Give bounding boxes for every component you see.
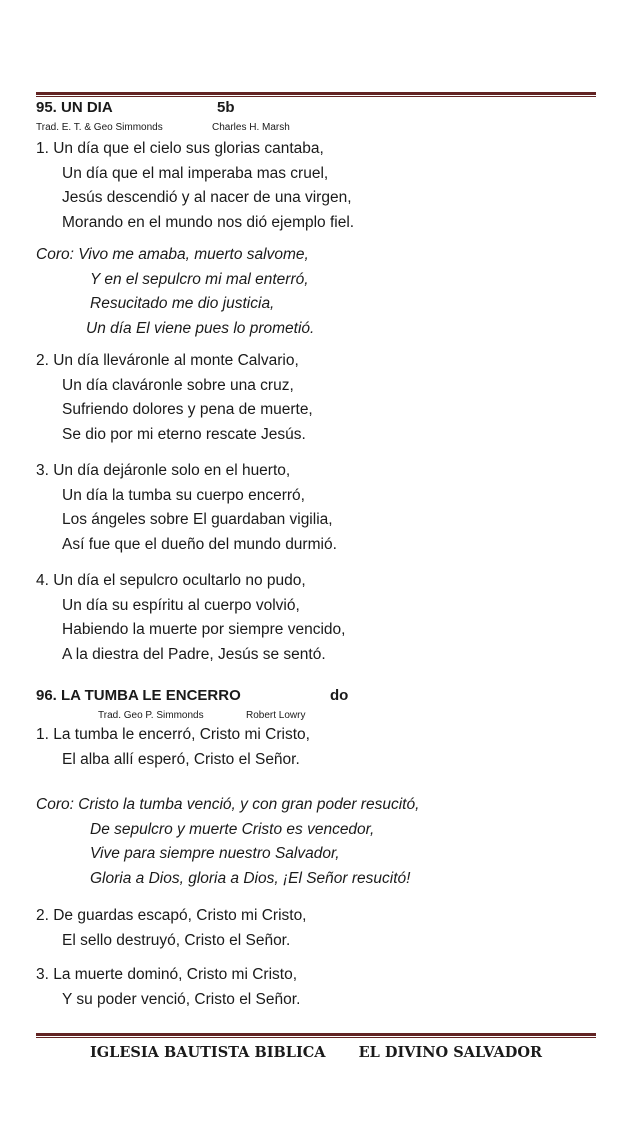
hymn-95-verse-1 xyxy=(36,137,354,235)
verse-line: Un día la tumba su cuerpo encerró, xyxy=(62,486,305,504)
footer-name: EL DIVINO SALVADOR xyxy=(358,1044,543,1061)
chorus-line: Y en el sepulcro mi mal enterró, xyxy=(90,270,309,288)
hymn-96-translator: Trad. Geo P. Simmonds xyxy=(98,710,204,721)
hymn-95-translator: Trad. E. T. & Geo Simmonds xyxy=(36,122,163,133)
hymn-95-composer: Charles H. Marsh xyxy=(212,122,290,133)
chorus-line: Un día El viene pues lo prometió. xyxy=(86,319,315,337)
hymn-95-title: 95. UN DIA xyxy=(36,99,113,116)
footer-church: IGLESIA BAUTISTA BIBLICA xyxy=(90,1044,326,1061)
verse-line: 3. Un día dejáronle solo en el huerto, xyxy=(36,462,291,479)
verse-line: Se dio por mi eterno rescate Jesús. xyxy=(62,425,306,443)
hymn-95-chorus xyxy=(36,243,314,341)
verse-line: 4. Un día el sepulcro ocultarlo no pudo, xyxy=(36,572,306,589)
chorus-line: Coro: Vivo me amaba, muerto salvome, xyxy=(36,246,309,263)
verse-line: Los ángeles sobre El guardaban vigilia, xyxy=(62,511,333,528)
verse-line: Un día su espíritu al cuerpo volvió, xyxy=(62,596,300,614)
hymn-95-verse-2 xyxy=(36,349,313,447)
verse-line: Un día que el mal imperaba mas cruel, xyxy=(62,164,329,182)
chorus-line: Gloria a Dios, gloria a Dios, ¡El Señor resucitó! xyxy=(90,869,411,887)
verse-line: Habiendo la muerte por siempre vencido, xyxy=(62,621,346,638)
hymn-96-composer: Robert Lowry xyxy=(246,710,306,721)
hymn-96-chorus xyxy=(36,793,419,891)
hymn-96-key: do xyxy=(330,687,349,704)
verse-line: 1. La tumba le encerró, Cristo mi Cristo, xyxy=(36,726,310,743)
verse-line: A la diestra del Padre, Jesús se sentó. xyxy=(62,645,326,663)
hymn-95-verse-3 xyxy=(36,459,337,557)
chorus-line: De sepulcro y muerte Cristo es vencedor, xyxy=(90,820,375,838)
footer-rule xyxy=(36,1033,596,1038)
verse-line: Jesús descendió y al nacer de una virgen, xyxy=(62,189,352,206)
chorus-line: Vive para siempre nuestro Salvador, xyxy=(90,845,340,862)
hymn-96-title: 96. LA TUMBA LE ENCERRO xyxy=(36,687,241,704)
hymn-96-verse-2 xyxy=(36,904,307,953)
hymn-95-key: 5b xyxy=(217,99,235,116)
verse-line: Así fue que el dueño del mundo durmió. xyxy=(62,535,337,553)
verse-line: El sello destruyó, Cristo el Señor. xyxy=(62,931,291,949)
header-rule xyxy=(36,92,596,97)
hymn-96-verse-3 xyxy=(36,963,300,1012)
hymn-96-verse-1 xyxy=(36,723,310,772)
chorus-line: Resucitado me dio justicia, xyxy=(90,295,275,312)
hymn-95-verse-4 xyxy=(36,569,345,667)
page-footer xyxy=(90,1044,542,1061)
verse-line: Sufriendo dolores y pena de muerte, xyxy=(62,401,313,418)
verse-line: 3. La muerte dominó, Cristo mi Cristo, xyxy=(36,966,298,983)
verse-line: 1. Un día que el cielo sus glorias cantaba, xyxy=(36,140,324,157)
verse-line: 2. Un día lleváronle al monte Calvario, xyxy=(36,352,299,369)
verse-line: Morando en el mundo nos dió ejemplo fiel. xyxy=(62,213,355,231)
verse-line: El alba allí esperó, Cristo el Señor. xyxy=(62,750,300,768)
verse-line: Un día claváronle sobre una cruz, xyxy=(62,376,294,394)
chorus-line: Coro: Cristo la tumba venció, y con gran poder resucitó, xyxy=(36,796,420,813)
verse-line: 2. De guardas escapó, Cristo mi Cristo, xyxy=(36,907,307,924)
verse-line: Y su poder venció, Cristo el Señor. xyxy=(62,990,301,1008)
